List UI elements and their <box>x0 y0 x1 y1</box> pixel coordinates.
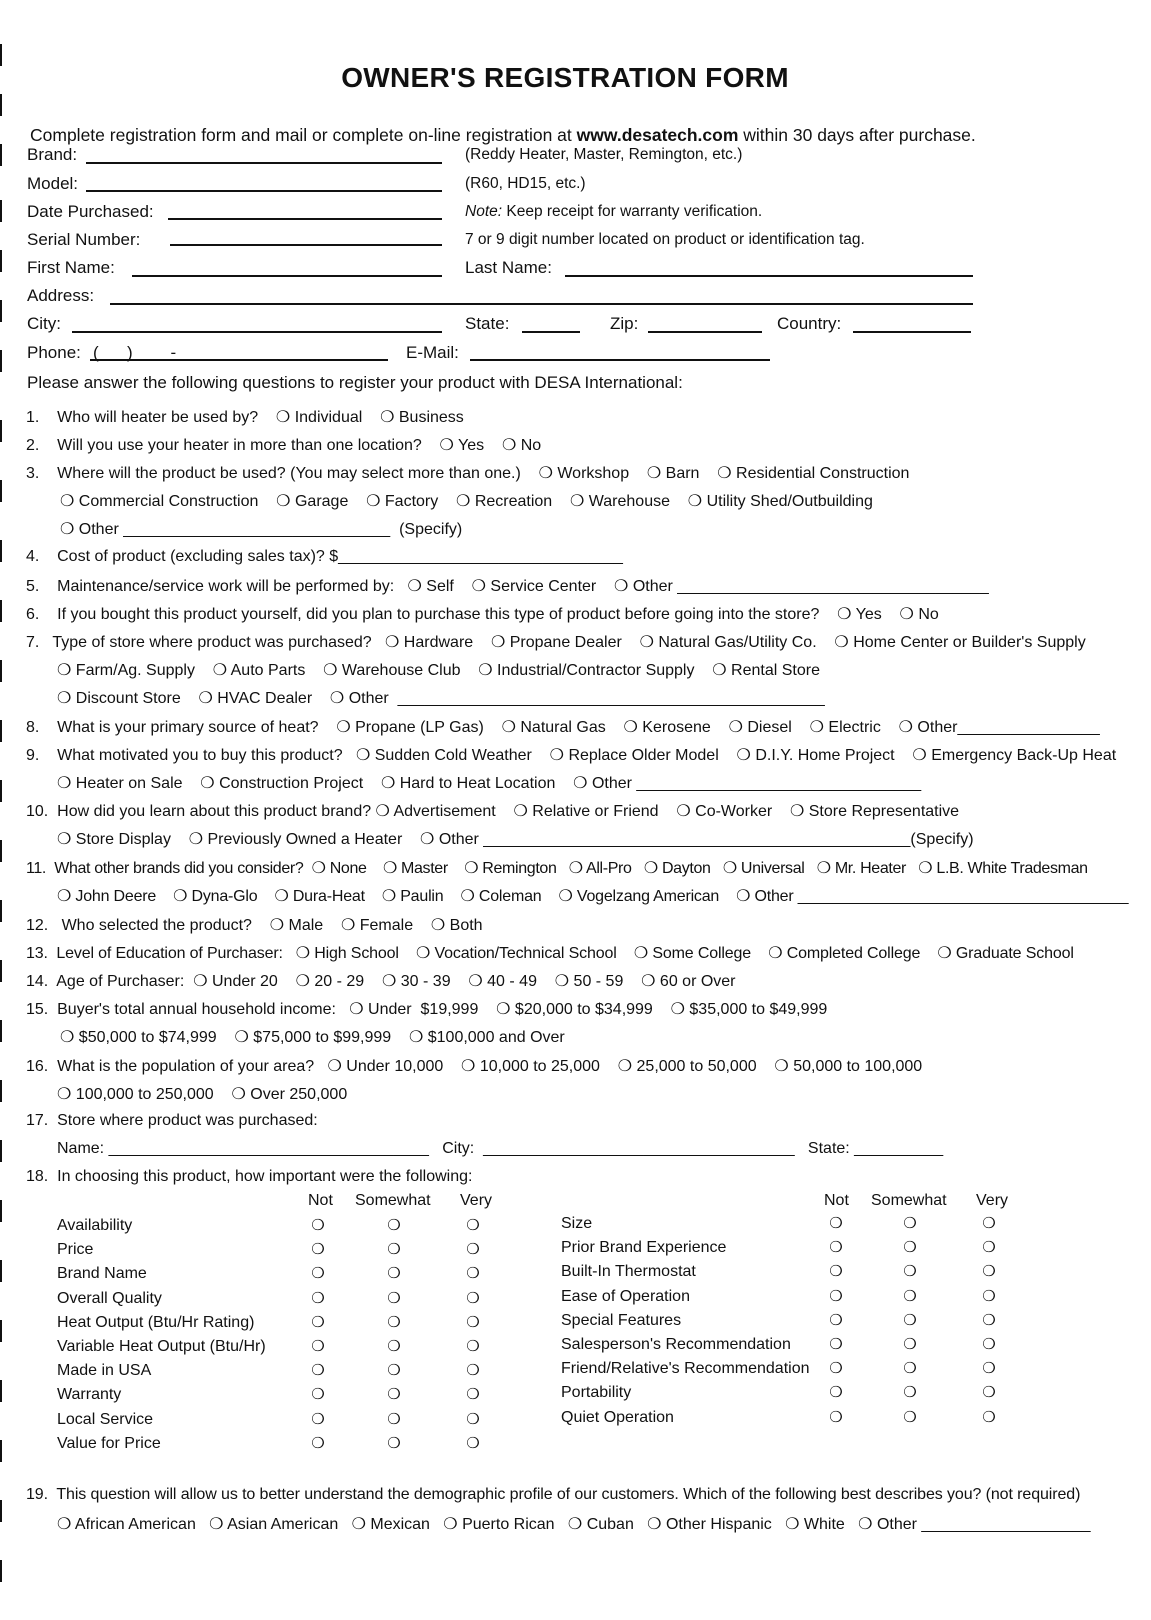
left-radio-not[interactable]: ❍ <box>311 1434 325 1452</box>
first-name-label: First Name: <box>27 258 115 277</box>
left-radio-not[interactable]: ❍ <box>311 1217 325 1234</box>
edge-mark <box>0 1080 2 1102</box>
question-19-options[interactable]: ❍ African American ❍ Asian American ❍ Mexican ❍ Puerto Rican ❍ Cuban ❍ Other Hispanic ❍ White ❍ Other ___________________ <box>57 1516 1091 1533</box>
right-radio-somewhat[interactable]: ❍ <box>903 1311 917 1329</box>
question-3-cont-a[interactable]: ❍ Commercial Construction ❍ Garage ❍ Factory ❍ Recreation ❍ Warehouse ❍ Utility Shed/Outbuilding <box>60 493 873 510</box>
right-factor-label: Size <box>561 1215 593 1232</box>
question-10-cont[interactable]: ❍ Store Display ❍ Previously Owned a Heater ❍ Other ________________________________________________(Specify) <box>57 831 974 848</box>
left-radio-not[interactable]: ❍ <box>311 1289 325 1307</box>
left-radio-not[interactable]: ❍ <box>311 1362 325 1380</box>
left-radio-somewhat[interactable]: ❍ <box>387 1410 401 1428</box>
question-12[interactable]: 12. Who selected the product? ❍ Male ❍ Female ❍ Both <box>26 917 483 934</box>
edge-mark <box>0 780 2 802</box>
right-radio-very[interactable]: ❍ <box>982 1263 996 1281</box>
edge-mark <box>0 1020 2 1042</box>
left-radio-very[interactable]: ❍ <box>466 1434 480 1452</box>
intro-before: Complete registration form and mail or complete on-line registration at <box>30 125 577 145</box>
left-radio-somewhat[interactable]: ❍ <box>387 1289 401 1307</box>
question-16[interactable]: 16. What is the population of your area? ❍ Under 10,000 ❍ 10,000 to 25,000 ❍ 25,000 to 50,000 ❍ 50,000 to 100,000 <box>26 1058 923 1075</box>
address-field[interactable] <box>110 303 973 305</box>
edge-mark <box>0 200 2 222</box>
question-15-cont[interactable]: ❍ $50,000 to $74,999 ❍ $75,000 to $99,999 ❍ $100,000 and Over <box>60 1029 565 1046</box>
left-radio-not[interactable]: ❍ <box>311 1410 325 1428</box>
right-radio-very[interactable]: ❍ <box>982 1384 996 1402</box>
left-factor-label: Heat Output (Btu/Hr Rating) <box>57 1313 255 1331</box>
brand-hint: (Reddy Heater, Master, Remington, etc.) <box>465 146 743 163</box>
question-5[interactable]: 5. Maintenance/service work will be performed by: ❍ Self ❍ Service Center ❍ Other ___________________________________ <box>26 578 989 595</box>
right-radio-somewhat[interactable]: ❍ <box>903 1263 917 1281</box>
question-7-cont-b[interactable]: ❍ Discount Store ❍ HVAC Dealer ❍ Other ________________________________________________ <box>57 690 825 707</box>
edge-mark <box>0 1500 2 1522</box>
right-radio-not[interactable]: ❍ <box>829 1239 843 1257</box>
right-factor-label: Friend/Relative's Recommendation <box>561 1360 810 1378</box>
right-radio-not[interactable]: ❍ <box>829 1311 843 1329</box>
right-radio-somewhat[interactable]: ❍ <box>903 1215 917 1232</box>
serial-label: Serial Number: <box>27 230 141 249</box>
right-radio-not[interactable]: ❍ <box>829 1263 843 1281</box>
edge-mark <box>0 1380 2 1402</box>
city-field[interactable] <box>72 331 442 333</box>
left-radio-somewhat[interactable]: ❍ <box>387 1362 401 1380</box>
edge-mark <box>0 300 2 322</box>
left-radio-very[interactable]: ❍ <box>466 1410 480 1428</box>
edge-mark <box>0 350 2 372</box>
edge-mark <box>0 1560 2 1582</box>
note-label: Note: <box>465 203 503 220</box>
edge-mark <box>0 840 2 862</box>
right-radio-somewhat[interactable]: ❍ <box>903 1287 917 1305</box>
right-factor-label: Portability <box>561 1384 632 1402</box>
right-radio-very[interactable]: ❍ <box>982 1239 996 1257</box>
right-factor-label: Special Features <box>561 1311 682 1329</box>
left-radio-somewhat[interactable]: ❍ <box>387 1386 401 1404</box>
question-7-cont-a[interactable]: ❍ Farm/Ag. Supply ❍ Auto Parts ❍ Warehouse Club ❍ Industrial/Contractor Supply ❍ Rental Store <box>57 662 820 679</box>
right-header-not: Not <box>824 1192 849 1209</box>
phone-label: Phone: <box>27 343 81 362</box>
left-factor-label: Variable Heat Output (Btu/Hr) <box>57 1338 266 1355</box>
edge-mark <box>0 480 2 502</box>
edge-mark <box>0 960 2 982</box>
brand-label: Brand: <box>27 145 78 164</box>
right-factor-label: Quiet Operation <box>561 1408 674 1426</box>
question-15[interactable]: 15. Buyer's total annual household income: ❍ Under $19,999 ❍ $20,000 to $34,999 ❍ $35,000 to $49,999 <box>26 1001 828 1018</box>
date-field[interactable] <box>168 218 442 220</box>
right-radio-somewhat[interactable]: ❍ <box>903 1408 917 1426</box>
question-18: 18. In choosing this product, how important were the following: <box>26 1168 473 1185</box>
edge-mark <box>0 720 2 742</box>
question-7[interactable]: 7. Type of store where product was purchased? ❍ Hardware ❍ Propane Dealer ❍ Natural Gas/Utility Co. ❍ Home Center or Builder's Supply <box>26 634 1086 651</box>
edge-mark <box>0 1260 2 1282</box>
right-radio-somewhat[interactable]: ❍ <box>903 1360 917 1378</box>
right-header-very: Very <box>976 1192 1009 1209</box>
left-factor-label: Made in USA <box>57 1362 152 1380</box>
left-factor-label: Price <box>57 1241 94 1259</box>
left-radio-somewhat[interactable]: ❍ <box>387 1434 401 1452</box>
question-17: 17. Store where product was purchased: <box>26 1112 318 1129</box>
form-title: OWNER'S REGISTRATION FORM <box>341 62 789 93</box>
country-field[interactable] <box>853 331 971 333</box>
left-factor-label: Warranty <box>57 1386 122 1404</box>
right-radio-very[interactable]: ❍ <box>982 1215 996 1232</box>
left-radio-not[interactable]: ❍ <box>311 1386 325 1404</box>
question-14[interactable]: 14. Age of Purchaser: ❍ Under 20 ❍ 20 - 29 ❍ 30 - 39 ❍ 40 - 49 ❍ 50 - 59 ❍ 60 or Over <box>26 973 736 990</box>
right-radio-not[interactable]: ❍ <box>829 1360 843 1378</box>
right-radio-somewhat[interactable]: ❍ <box>903 1336 917 1353</box>
left-radio-somewhat[interactable]: ❍ <box>387 1217 401 1234</box>
left-factor-label: Brand Name <box>57 1265 147 1283</box>
question-19: 19. This question will allow us to better understand the demographic profile of our customers. Which of the following best describes you? (not required) <box>26 1486 1081 1503</box>
left-factor-label: Value for Price <box>57 1434 161 1452</box>
left-radio-somewhat[interactable]: ❍ <box>387 1313 401 1331</box>
state-label: State: <box>465 314 510 333</box>
left-factor-label: Overall Quality <box>57 1289 162 1307</box>
right-radio-very[interactable]: ❍ <box>982 1360 996 1378</box>
question-4[interactable]: 4. Cost of product (excluding sales tax)? $________________________________ <box>26 548 623 565</box>
question-9-cont[interactable]: ❍ Heater on Sale ❍ Construction Project ❍ Hard to Heat Location ❍ Other ________________________________ <box>57 775 922 792</box>
right-radio-somewhat[interactable]: ❍ <box>903 1239 917 1257</box>
question-3-cont-b[interactable]: ❍ Other ______________________________ (Specify) <box>60 521 463 538</box>
left-radio-very[interactable]: ❍ <box>466 1313 480 1331</box>
intro-text <box>30 125 976 146</box>
question-16-cont[interactable]: ❍ 100,000 to 250,000 ❍ Over 250,000 <box>57 1086 348 1103</box>
email-field[interactable] <box>470 359 770 361</box>
left-factor-label: Availability <box>57 1217 133 1234</box>
left-header-somewhat: Somewhat <box>355 1192 431 1209</box>
right-radio-very[interactable]: ❍ <box>982 1408 996 1426</box>
date-note <box>465 203 762 221</box>
left-header-not: Not <box>308 1192 333 1209</box>
last-name-label: Last Name: <box>465 258 552 277</box>
right-header-somewhat: Somewhat <box>871 1192 947 1209</box>
intro-after: within 30 days after purchase. <box>738 125 976 145</box>
left-factor-label: Local Service <box>57 1410 154 1428</box>
last-name-field[interactable] <box>565 275 973 277</box>
left-header-very: Very <box>460 1192 493 1209</box>
right-radio-not[interactable]: ❍ <box>829 1215 843 1232</box>
right-radio-very[interactable]: ❍ <box>982 1311 996 1329</box>
left-radio-very[interactable]: ❍ <box>466 1362 480 1380</box>
question-10[interactable]: 10. How did you learn about this product brand? ❍ Advertisement ❍ Relative or Friend ❍ Co-Worker ❍ Store Representative <box>26 803 960 820</box>
left-radio-very[interactable]: ❍ <box>466 1241 480 1259</box>
left-radio-somewhat[interactable]: ❍ <box>387 1338 401 1355</box>
right-radio-not[interactable]: ❍ <box>829 1336 843 1353</box>
right-radio-not[interactable]: ❍ <box>829 1287 843 1305</box>
first-name-field[interactable] <box>132 275 442 277</box>
zip-label: Zip: <box>610 314 639 333</box>
question-17-fields[interactable]: Name: ____________________________________ City: ___________________________________ State: __________ <box>57 1140 944 1157</box>
email-label: E-Mail: <box>406 343 459 362</box>
note-text: Keep receipt for warranty verification. <box>502 203 763 220</box>
question-11[interactable]: 11. What other brands did you consider? ❍ None ❍ Master ❍ Remington ❍ All-Pro ❍ Dayton ❍ Universal ❍ Mr. Heater ❍ L.B. White Tradesman <box>26 860 1088 877</box>
questions-prompt: Please answer the following questions to register your product with DESA International: <box>27 373 683 392</box>
model-label: Model: <box>27 174 79 193</box>
left-radio-somewhat[interactable]: ❍ <box>387 1241 401 1259</box>
question-2[interactable]: 2. Will you use your heater in more than one location? ❍ Yes ❍ No <box>26 437 542 454</box>
edge-mark <box>0 1320 2 1342</box>
left-radio-not[interactable]: ❍ <box>311 1313 325 1331</box>
edge-mark <box>0 660 2 682</box>
right-factor-label: Salesperson's Recommendation <box>561 1336 791 1353</box>
question-3[interactable]: 3. Where will the product be used? (You may select more than one.) ❍ Workshop ❍ Barn ❍ Residential Construction <box>26 465 910 482</box>
model-hint: (R60, HD15, etc.) <box>465 175 586 192</box>
edge-mark <box>0 1200 2 1222</box>
country-label: Country: <box>777 314 842 333</box>
edge-mark <box>0 250 2 272</box>
model-field[interactable] <box>86 190 442 192</box>
edge-mark <box>0 144 2 166</box>
left-radio-very[interactable]: ❍ <box>466 1338 480 1355</box>
edge-mark <box>0 94 2 116</box>
edge-mark <box>0 600 2 622</box>
state-field[interactable] <box>522 331 580 333</box>
left-radio-somewhat[interactable]: ❍ <box>387 1265 401 1283</box>
question-6[interactable]: 6. If you bought this product yourself, did you plan to purchase this type of product before going into the store? ❍ Yes ❍ No <box>26 606 939 623</box>
zip-field[interactable] <box>648 331 762 333</box>
date-label: Date Purchased: <box>27 202 154 221</box>
serial-field[interactable] <box>170 244 442 246</box>
brand-field[interactable] <box>86 162 442 164</box>
question-8[interactable]: 8. What is your primary source of heat? ❍ Propane (LP Gas) ❍ Natural Gas ❍ Kerosene ❍ Diesel ❍ Electric ❍ Other________________ <box>26 719 1100 736</box>
phone-field[interactable] <box>90 359 388 361</box>
edge-mark <box>0 540 2 562</box>
right-radio-not[interactable]: ❍ <box>829 1384 843 1402</box>
left-radio-not[interactable]: ❍ <box>311 1338 325 1355</box>
left-radio-very[interactable]: ❍ <box>466 1386 480 1404</box>
question-13[interactable]: 13. Level of Education of Purchaser: ❍ High School ❍ Vocation/Technical School ❍ Some College ❍ Completed College ❍ Graduate School <box>26 945 1074 962</box>
question-1[interactable]: 1. Who will heater be used by? ❍ Individual ❍ Business <box>26 409 464 426</box>
right-factor-label: Prior Brand Experience <box>561 1239 727 1257</box>
right-factor-label: Ease of Operation <box>561 1287 690 1305</box>
address-label: Address: <box>27 286 95 305</box>
right-radio-very[interactable]: ❍ <box>982 1287 996 1305</box>
left-radio-very[interactable]: ❍ <box>466 1217 480 1234</box>
edge-mark <box>0 420 2 442</box>
edge-mark <box>0 900 2 922</box>
right-factor-label: Built-In Thermostat <box>561 1263 696 1281</box>
serial-hint: 7 or 9 digit number located on product or identification tag. <box>465 231 865 248</box>
question-9[interactable]: 9. What motivated you to buy this product? ❍ Sudden Cold Weather ❍ Replace Older Model ❍ D.I.Y. Home Project ❍ Emergency Back-Up Heat <box>26 747 1117 764</box>
left-radio-not[interactable]: ❍ <box>311 1241 325 1259</box>
left-radio-very[interactable]: ❍ <box>466 1265 480 1283</box>
right-radio-somewhat[interactable]: ❍ <box>903 1384 917 1402</box>
intro-url[interactable]: www.desatech.com <box>576 125 739 145</box>
right-radio-not[interactable]: ❍ <box>829 1408 843 1426</box>
left-radio-not[interactable]: ❍ <box>311 1265 325 1283</box>
left-radio-very[interactable]: ❍ <box>466 1289 480 1307</box>
edge-mark <box>0 1440 2 1462</box>
edge-mark <box>0 1140 2 1162</box>
question-11-cont[interactable]: ❍ John Deere ❍ Dyna-Glo ❍ Dura-Heat ❍ Paulin ❍ Coleman ❍ Vogelzang American ❍ Other ______________________________________ <box>57 888 1129 905</box>
right-radio-very[interactable]: ❍ <box>982 1336 996 1353</box>
city-label: City: <box>27 314 61 333</box>
phone-mask: ( ) - <box>93 343 177 362</box>
